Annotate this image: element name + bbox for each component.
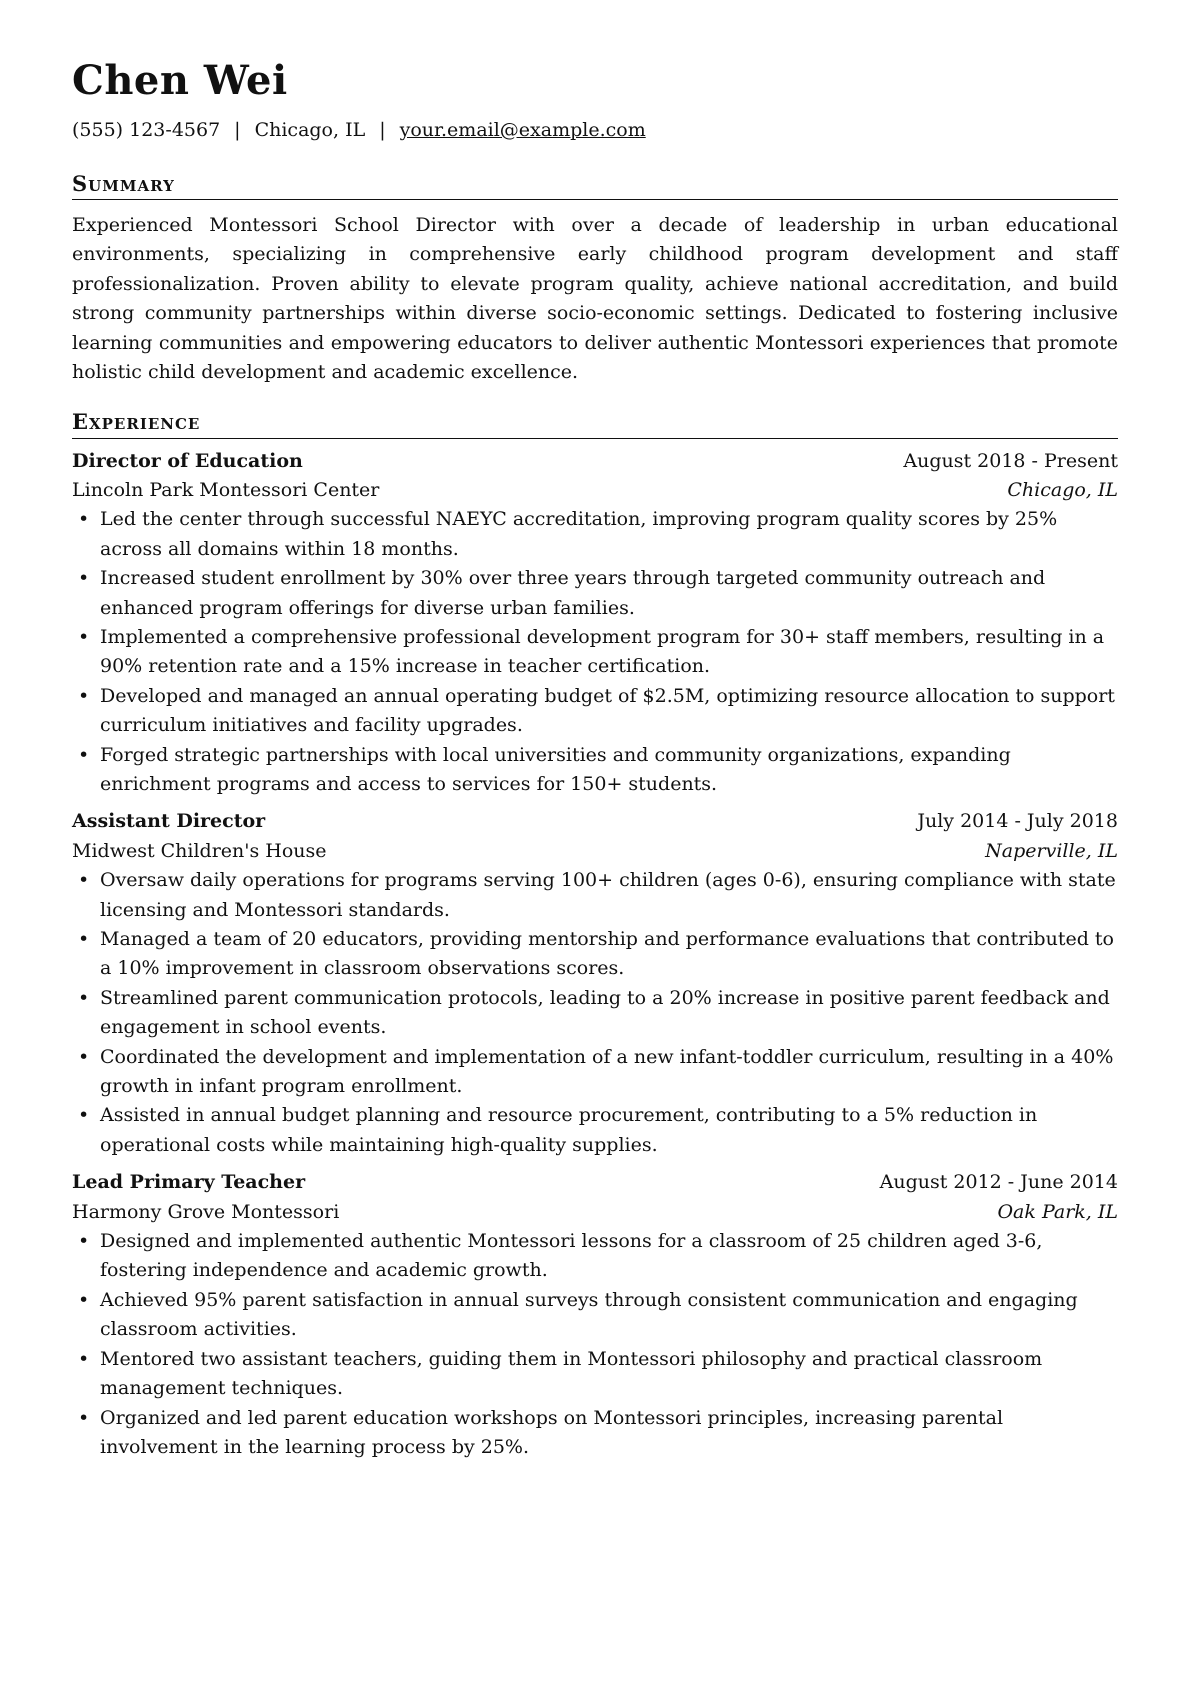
- experience-section: [72, 409, 1118, 1462]
- bullet-item: [72, 925, 1118, 984]
- contact-separator: |: [379, 119, 386, 141]
- job-entry: [72, 1168, 1118, 1462]
- bullet-icon: •: [78, 928, 90, 950]
- bullet-icon: •: [78, 1347, 90, 1370]
- bullet-item: [72, 1227, 1118, 1286]
- bullet-item: [72, 1101, 1118, 1160]
- bullet-icon: •: [78, 1104, 90, 1127]
- bullet-item: [72, 1404, 1118, 1463]
- job-title: Assistant Director: [72, 810, 266, 833]
- bullet-item: [72, 741, 1118, 800]
- bullet-text: Assisted in annual budget planning and resource procurement, contributing to a 5% reduction in operational costs while maintaining high-quality supplies.: [100, 1104, 1038, 1156]
- bullet-icon: •: [78, 743, 90, 766]
- job-title: Lead Primary Teacher: [72, 1171, 306, 1194]
- bullet-icon: •: [78, 986, 90, 1009]
- job-header-row: [72, 1168, 1118, 1197]
- job-entry: [72, 447, 1118, 800]
- contact-separator: |: [234, 119, 241, 141]
- phone-number: (555) 123-4567: [72, 119, 221, 141]
- bullet-text: Increased student enrollment by 30% over three years through targeted community outreach and enhanced program offerings for diverse urban families.: [100, 567, 1046, 619]
- bullet-item: [72, 866, 1118, 925]
- bullet-item: [72, 682, 1118, 741]
- bullet-icon: •: [78, 1406, 90, 1429]
- summary-text: Experienced Montessori School Director with over a decade of leadership in urban educational environments, specializing in comprehensive early childhood program development and staff professionalization. Proven ability to elevate program quality, achieve national accreditation, and build strong community partnerships within diverse socio-economic settings. Dedicated to fostering inclusive learning communities and empowering educators to deliver authentic Montessori experiences that promote holistic child development and academic excellence.: [72, 213, 1118, 383]
- bullet-text: Streamlined parent communication protocols, leading to a 20% increase in positive parent feedback and engagement in school events.: [100, 986, 1110, 1039]
- job-location: Oak Park, IL: [997, 1200, 1118, 1223]
- bullet-text: Coordinated the development and implementation of a new infant-toddler curriculum, resulting in a 40% growth in infant program enrollment.: [100, 1045, 1114, 1098]
- summary-heading: Summary: [72, 171, 1118, 200]
- bullet-item: [72, 1286, 1118, 1345]
- bullet-item: [72, 984, 1118, 1043]
- bullet-icon: •: [78, 508, 90, 531]
- bullet-icon: •: [78, 1230, 90, 1253]
- email-link[interactable]: your.email@example.com: [399, 119, 646, 141]
- bullet-item: [72, 564, 1118, 623]
- job-dates: July 2014 - July 2018: [917, 810, 1118, 833]
- job-org-row: [72, 1198, 1118, 1227]
- job-bullets: [72, 866, 1118, 1160]
- job-dates: August 2018 - Present: [903, 449, 1118, 472]
- job-organization: Lincoln Park Montessori Center: [72, 478, 380, 501]
- bullet-item: [72, 623, 1118, 682]
- job-location: Naperville, IL: [985, 839, 1118, 862]
- job-header-row: [72, 447, 1118, 476]
- summary-section: [72, 171, 1118, 388]
- experience-heading: Experience: [72, 409, 1118, 438]
- bullet-text: Managed a team of 20 educators, providing mentorship and performance evaluations that contributed to a 10% improvement in classroom observations scores.: [100, 928, 1114, 980]
- bullet-text: Organized and led parent education workshops on Montessori principles, increasing parental involvement in the learning process by 25%.: [100, 1406, 1004, 1458]
- job-title: Director of Education: [72, 449, 303, 472]
- bullet-text: Forged strategic partnerships with local universities and community organizations, expanding enrichment programs and access to services for 150+ students.: [100, 743, 1011, 795]
- job-dates: August 2012 - June 2014: [879, 1171, 1118, 1194]
- job-org-row: [72, 837, 1118, 866]
- bullet-text: Implemented a comprehensive professional development program for 30+ staff members, resulting in a 90% retention rate and a 15% increase in teacher certification.: [100, 625, 1105, 678]
- bullet-icon: •: [78, 625, 90, 648]
- bullet-icon: •: [78, 684, 90, 707]
- bullet-item: [72, 1345, 1118, 1404]
- bullet-text: Developed and managed an annual operating budget of $2.5M, optimizing resource allocation to support curriculum initiatives and facility upgrades.: [100, 684, 1115, 737]
- bullet-icon: •: [78, 1045, 90, 1068]
- bullet-item: [72, 505, 1118, 564]
- candidate-name: Chen Wei: [72, 57, 288, 104]
- bullet-icon: •: [78, 869, 90, 892]
- job-bullets: [72, 505, 1118, 799]
- job-organization: Midwest Children's House: [72, 839, 327, 862]
- job-org-row: [72, 476, 1118, 505]
- bullet-text: Designed and implemented authentic Montessori lessons for a classroom of 25 children aged 3-6, fostering independence and academic growth.: [100, 1230, 1043, 1282]
- bullet-item: [72, 1043, 1118, 1102]
- bullet-icon: •: [78, 567, 90, 590]
- bullet-text: Achieved 95% parent satisfaction in annual surveys through consistent communication and engaging classroom activities.: [100, 1288, 1078, 1341]
- bullet-icon: •: [78, 1288, 90, 1311]
- job-entry: [72, 807, 1118, 1160]
- job-bullets: [72, 1227, 1118, 1462]
- contact-line: [72, 118, 1118, 143]
- bullet-text: Oversaw daily operations for programs serving 100+ children (ages 0-6), ensuring compliance with state licensing and Montessori standards.: [100, 869, 1116, 921]
- job-location: Chicago, IL: [1007, 478, 1118, 501]
- job-header-row: [72, 807, 1118, 836]
- bullet-text: Led the center through successful NAEYC accreditation, improving program quality scores by 25% across all domains within 18 months.: [100, 508, 1058, 560]
- job-organization: Harmony Grove Montessori: [72, 1200, 340, 1223]
- bullet-text: Mentored two assistant teachers, guiding them in Montessori philosophy and practical classroom management techniques.: [100, 1347, 1043, 1400]
- location: Chicago, IL: [254, 119, 366, 141]
